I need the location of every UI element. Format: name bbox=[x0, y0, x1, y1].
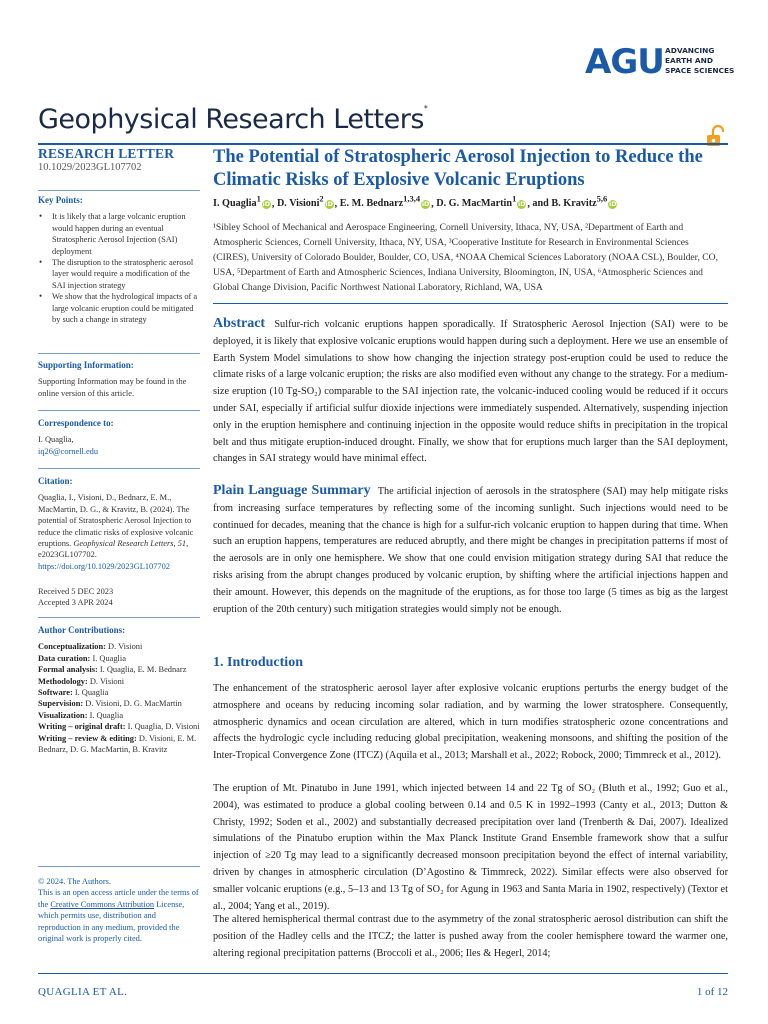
sidebar-divider bbox=[38, 190, 200, 191]
contribution: Visualization: I. Quaglia bbox=[38, 710, 124, 720]
key-points bbox=[38, 195, 200, 325]
sidebar-divider bbox=[38, 617, 200, 618]
orcid-icon[interactable]: iD bbox=[421, 199, 430, 208]
key-point: • We show that the hydrological impacts of a large volcanic eruption could be mitigated by such a change in strategy bbox=[38, 291, 200, 325]
author[interactable]: I. Quaglia$^1$ bbox=[213, 194, 261, 210]
article-info bbox=[38, 148, 200, 174]
citation-text: Quaglia, I., Visioni, D., Bednarz, E. M., MacMartin, D. G., & Kravitz, B. (2024). The potential of Stratospheric Aerosol Injection to reduce the climatic risks of explosive volcanic eruptions. Geophysical Research Letters, 51, e2023GL107702. bbox=[38, 493, 194, 560]
contribution: Supervision: D. Visioni, D. G. MacMartin bbox=[38, 699, 182, 709]
contribution: Writing – original draft: I. Quaglia, D. Visioni bbox=[38, 722, 200, 732]
author-list: I. Quaglia$^1$ iD , D. Visioni$^2$ iD , E. M. Bednarz$^{1,3,4}$ iD , D. G. MacMartin$^1$ iD , and B. Kravitz$^{5,6}$ iD bbox=[213, 194, 617, 210]
contribution: Methodology: D. Visioni bbox=[38, 676, 125, 686]
article-type: RESEARCH LETTER bbox=[38, 146, 175, 161]
correspondence-email-link[interactable]: iq26@cornell.edu bbox=[38, 446, 99, 456]
agu-logo[interactable] bbox=[585, 44, 735, 80]
received-date: Received 5 DEC 2023 bbox=[38, 587, 114, 596]
sidebar-divider bbox=[38, 410, 200, 411]
affiliations: ¹Sibley School of Mechanical and Aerospace Engineering, Cornell University, Ithaca, NY, USA, ²Department of Earth and Atmospheric Sciences, Cornell University, Ithaca, NY, USA, ³Cooperative Institute for Research in Environmental Sciences (CIRES), University of Colorado Boulder, Boulder, CO, USA, ⁴NOAA Chemical Sciences Laboratory (NOAA CSL), Boulder, CO, USA, ⁵Department of Earth and Atmospheric Sciences, Indiana University, Bloomington, IN, USA, ⁶Atmospheric Sciences and Global Change Division, Pacific Northwest National Laboratory, Richland, WA, USA bbox=[213, 222, 719, 293]
footer-authors: QUAGLIA ET AL. bbox=[38, 986, 128, 998]
contribution: Formal analysis: I. Quaglia, E. M. Bednarz bbox=[38, 665, 187, 675]
footer-divider bbox=[38, 973, 728, 974]
sidebar-divider bbox=[38, 353, 200, 354]
contribution: Software: I. Quaglia bbox=[38, 688, 109, 698]
intro-paragraph: The enhancement of the stratospheric aerosol layer after explosive volcanic eruptions perturbs the energy budget of the atmosphere and oceans by reducing incoming solar radiation, and by warming the lower stratosphere. Consequently, atmospheric dynamics and ocean circulation are altered, which in turn modifies stratospheric ozone concentrations and affects the hydrologic cycle including reducing global precipitation, weakening monsoons, and shifting the position of the Inter-Tropical Convergence Zone (ITCZ) (Aquila et al., 2013; Marshall et al., 2022; Robock, 2000; Timmreck et al., 2012). bbox=[213, 683, 728, 762]
page-number: 1 of 12 bbox=[696, 986, 728, 998]
intro-paragraph: The altered hemispherical thermal contrast due to the asymmetry of the zonal stratospheric aerosol distribution can shift the position of the Hadley cells and the ITCZ; the latter is pushed away from the cooler hemisphere toward the warmer one, altering regional precipitation patterns (Broccoli et al., 2006; Iles & Hegerl, 2014; bbox=[213, 914, 728, 959]
orcid-icon[interactable]: iD bbox=[518, 199, 526, 208]
header-divider bbox=[38, 143, 728, 145]
correspondence bbox=[38, 418, 200, 457]
author[interactable]: and B. Kravitz$^{5,6}$ bbox=[532, 194, 608, 210]
agu-tagline: ADVANCING EARTH AND SPACE SCIENCES bbox=[665, 46, 735, 75]
supporting-information bbox=[38, 360, 200, 399]
key-points-heading: Key Points: bbox=[38, 195, 83, 205]
contribution: Writing – review & editing: D. Visioni, E. M. Bednarz, D. G. MacMartin, B. Kravitz bbox=[38, 733, 197, 755]
citation bbox=[38, 476, 200, 572]
sidebar-divider bbox=[38, 468, 200, 469]
plain-language-summary bbox=[213, 483, 728, 618]
pls-text: The artificial injection of aerosols in the stratosphere (SAI) may help mitigate risks from increasing surface temperatures by reflecting some of the incoming sunlight. Such injections would need to be continued for decades, meaning that the chance is high for a sulfur-rich volcanic eruption to happen during that time. When such an eruption happens, temperatures are reduced abruptly, and there might be changes in precipitation patterns if most of the aerosols are in only one hemisphere. We show that one could envision mitigation strategy during SAI that reduce the risks arising from the abrupt changes produced by volcanic eruption, by shifting where the artificial injections happen and their amount. However, this depends on the magnitude of the eruptions, as for those too large (5 times as big as the largest eruption of the 20th century) such mitigation strategies would simply not be enough. bbox=[213, 486, 729, 615]
orcid-icon[interactable]: iD bbox=[325, 199, 333, 208]
intro-paragraph: The eruption of Mt. Pinatubo in June 1991, which injected between 14 and 22 Tg of SO₂ (Bluth et al., 1992; Guo et al., 2004), was estimated to produce a global cooling between 0.14 and 0.5 K in 1992–1993 (Canty et al., 2013; Dutton & Christy, 1992; Soden et al., 2002) and substantially decreased precipitation over land (Trenberth & Dai, 2007). Idealized simulations of the Pinatubo eruption within the Max Planck Institute Grand Ensemble framework show that a sulfur injection of ≥20 Tg may lead to a significantly decreased monsoon precipitation beyond the effect of internal variability, driven by changes in atmospheric circulation (D’Agostino & Timmreck, 2022). Similar effects were also observed for smaller volcanic eruptions (e.g., 5–13 and 13 Tg of SO₂ for Agung in 1963 and Santa Maria in 1902, respectively) (Textor et al., 2004; Yang et al., 2019). bbox=[213, 783, 728, 912]
author[interactable]: D. G. MacMartin$^1$ bbox=[436, 194, 517, 210]
sidebar-divider bbox=[38, 866, 200, 867]
supporting-heading: Supporting Information: bbox=[38, 360, 134, 370]
key-point: • It is likely that a large volcanic eruption would happen during an eventual Stratospheric Aerosol Injection (SAI) deployment bbox=[38, 211, 200, 257]
contribution: Data curation: I. Quaglia bbox=[38, 653, 126, 663]
key-point: • The disruption to the stratospheric aerosol layer would require a modification of the SAI injection strategy bbox=[38, 257, 200, 291]
abstract-text: Sulfur-rich volcanic eruptions happen sporadically. If Stratospheric Aerosol Injection (SAI) were to be deployed, it is likely that explosive volcanic eruptions would happen during such a deployment. Here we use an ensemble of Earth System Model simulations to show how changing the injection strategy post-eruption could be used to reduce the climate risks of a large volcanic eruption; the risks are also modified even without any change to the strategy. For a medium-size eruption (10 Tg-SO₂) comparable to the SAI injection rate, the volcanic-induced cooling would be reduced if it occurs under SAI, especially if artificial sulfur dioxide injections were immediately suspended. Alternatively, suspending injection only in the eruption hemisphere and continuing injection in the opposite would reduce shifts in precipitation in the tropical belt and thus mitigate eruption-induced drought. Finally, we show that for eruptions much larger than the SAI deployment, changes in SAI strategy would have minimal effect. bbox=[213, 319, 728, 465]
pls-heading: Plain Language Summary bbox=[213, 483, 371, 498]
agu-logo-mark: AGU bbox=[585, 42, 664, 82]
dates bbox=[38, 586, 200, 609]
correspondence-name: I. Quaglia, bbox=[38, 435, 74, 445]
journal-title: Geophysical Research Letters* bbox=[38, 104, 428, 135]
orcid-icon[interactable]: iD bbox=[262, 199, 271, 208]
orcid-icon[interactable]: iD bbox=[608, 199, 617, 208]
author[interactable]: E. M. Bednarz$^{1,3,4}$ bbox=[339, 194, 421, 210]
section-heading-introduction: 1. Introduction bbox=[213, 655, 303, 670]
author-contributions bbox=[38, 625, 200, 755]
license: © 2024. The Authors. This is an open access article under the terms of the Creative Commons Attribution License, which permits use, distribution and reproduction in any medium, provided the original work is properly cited. bbox=[38, 877, 199, 944]
contribution: Conceptualization: D. Visioni bbox=[38, 642, 143, 652]
main-divider bbox=[213, 303, 728, 304]
contributions-heading: Author Contributions: bbox=[38, 625, 126, 635]
abstract bbox=[213, 316, 728, 468]
correspondence-heading: Correspondence to: bbox=[38, 418, 114, 428]
citation-doi-link[interactable]: https://doi.org/10.1029/2023GL107702 bbox=[38, 561, 170, 571]
license-link[interactable]: Creative Commons Attribution bbox=[50, 899, 155, 909]
article-title: The Potential of Stratospheric Aerosol Injection to Reduce the Climatic Risks of Explosive Volcanic Eruptions bbox=[213, 147, 703, 190]
supporting-text: Supporting Information may be found in the online version of this article. bbox=[38, 377, 187, 398]
abstract-heading: Abstract bbox=[213, 316, 266, 331]
accepted-date: Accepted 3 APR 2024 bbox=[38, 598, 113, 608]
key-points-list bbox=[38, 211, 200, 325]
doi[interactable]: 10.1029/2023GL107702 bbox=[38, 162, 142, 174]
author[interactable]: D. Visioni$^2$ bbox=[276, 194, 324, 210]
citation-heading: Citation: bbox=[38, 476, 73, 486]
